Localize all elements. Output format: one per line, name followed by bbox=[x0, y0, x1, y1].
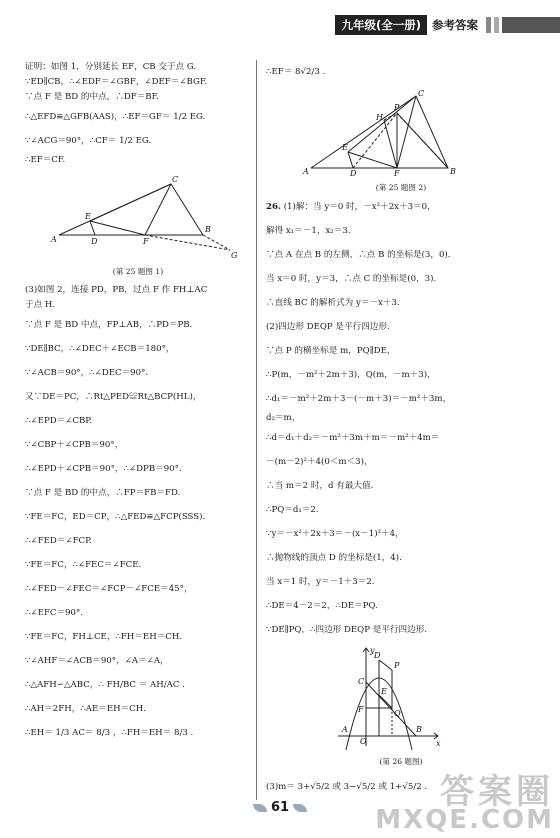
figure-caption: (第 25 题图 1) bbox=[112, 267, 164, 276]
text-line: ∴抛物线的顶点 D 的坐标是(1，4). bbox=[266, 553, 402, 563]
point-label: B bbox=[205, 225, 211, 234]
text-line: d₂＝m， bbox=[266, 413, 301, 423]
text-line: ∴EF＝CF. bbox=[25, 155, 66, 165]
figure-caption: (第 25 题图 2) bbox=[375, 183, 427, 192]
text-line: 又∵DE＝PC，∴Rt△PED≌Rt△BCP(HL)， bbox=[25, 392, 202, 402]
point-label: F bbox=[394, 169, 400, 176]
text-line: ∵∠ACG＝90°，∴CF＝ 1/2 EG. bbox=[25, 136, 152, 146]
point-label: B bbox=[450, 167, 456, 176]
figure-26 bbox=[266, 646, 536, 750]
text-line: ∵点 P 的横坐标是 m，PQ∥DE， bbox=[266, 346, 396, 356]
page-number-text: 61 bbox=[270, 800, 290, 815]
point-label: C bbox=[418, 89, 425, 98]
point-label: y bbox=[370, 646, 375, 655]
point-label: A bbox=[342, 725, 348, 734]
header-decoration bbox=[486, 17, 560, 33]
figure-caption: (第 26 题图) bbox=[379, 757, 423, 766]
column-divider bbox=[256, 60, 257, 800]
text-line: ∵DE∥BC，∴∠DEC＋∠ECB＝180°， bbox=[25, 344, 175, 354]
watermark-text: 答案圈 bbox=[440, 772, 554, 812]
text-line: ∴d＝d₁＋d₂＝－m²＋3m＋m＝－m²＋4m＝ bbox=[266, 433, 440, 443]
point-label: P bbox=[394, 103, 400, 112]
text-line: 当 x＝0 时，y＝3，∴点 C 的坐标是(0，3). bbox=[266, 274, 437, 284]
right-column bbox=[266, 60, 536, 799]
text-line: (3)如图 2，连接 PD，PB，过点 F 作 FH⊥AC bbox=[25, 285, 208, 295]
text-line: －(m－2)²＋4(0＜m＜3)， bbox=[266, 457, 373, 467]
text-line: (2)四边形 DEQP 是平行四边形. bbox=[266, 322, 390, 332]
question-number: 26. bbox=[266, 202, 281, 212]
text-line: ∴PQ＝d₁＝2. bbox=[266, 505, 319, 515]
text-line: ∴∠FED＝∠FCP. bbox=[25, 536, 92, 546]
point-label: E bbox=[85, 212, 91, 221]
text-line: ∵ED∥CB，∴∠EDF＝∠GBF，∠DEF＝∠BGF. bbox=[25, 77, 208, 87]
proof-lines-2 bbox=[25, 283, 251, 745]
point-label: D bbox=[374, 651, 381, 660]
point-label: C bbox=[358, 677, 365, 686]
left-column bbox=[25, 60, 251, 745]
text-line: ∴△AFH∽△ABC，∴ FH/BC ＝ AH/AC . bbox=[25, 680, 185, 690]
text-line: ∵点 A 在点 B 的左侧，∴点 B 的坐标是(3，0). bbox=[266, 250, 451, 260]
text-line: ∵∠CBP＋∠CPB＝90°， bbox=[25, 440, 124, 450]
figure-25-1 bbox=[25, 172, 251, 260]
watermark bbox=[375, 772, 554, 835]
point-label: Q bbox=[394, 709, 401, 718]
text-line: 证明：如图 1，分别延长 EF，CB 交于点 G. bbox=[25, 62, 197, 72]
text-line: 于点 H. bbox=[25, 300, 56, 310]
text-line: ∴∠FED－∠FEC＝∠FCP－∠FCE＝45°， bbox=[25, 584, 193, 594]
text-line: ∴直线 BC 的解析式为 y＝－x＋3. bbox=[266, 298, 400, 308]
text-line: ∵DE∥PQ，∴四边形 DEQP 是平行四边形. bbox=[266, 625, 428, 635]
text-line: ∴d₁＝－m²＋2m＋3－(－m＋3)＝－m²＋3m， bbox=[266, 394, 452, 404]
text-line: ∴EF＝ 8√2/3 . bbox=[266, 67, 326, 77]
grade-label: 九年级(全一册) bbox=[335, 15, 427, 35]
point-label: D bbox=[91, 237, 98, 246]
text-line: ∵点 F 是 BD 中点，FP⊥AB，∴PD＝PB. bbox=[25, 320, 193, 330]
text-line: ∵FE＝FC，FH⊥CE，∴FH＝EH＝CH. bbox=[25, 632, 183, 642]
text-line: ∵FE＝FC，∴∠FEC＝∠FCE. bbox=[25, 560, 142, 570]
text-line: ∴AH＝2FH，∴AE＝EH＝CH. bbox=[25, 704, 146, 714]
point-label: A bbox=[303, 167, 309, 176]
point-label: F bbox=[143, 237, 149, 246]
text-line: ∴△EFD≌△GFB(AAS)，∴EF＝GF＝ 1/2 EG. bbox=[25, 112, 206, 122]
text-line: ∴∠EPD＋∠CPB＝90°，∴∠DPB＝90°. bbox=[25, 464, 182, 474]
point-label: E bbox=[381, 687, 387, 696]
text-line: ∴DE＝4－2＝2，∴DE＝PQ. bbox=[266, 601, 378, 611]
text-line: (1)解：当 y＝0 时，－x²＋2x＋3＝0， bbox=[283, 202, 436, 212]
text-line: 当 x＝1 时，y＝－1＋3＝2. bbox=[266, 577, 375, 587]
geometry-diagram-1 bbox=[25, 172, 251, 260]
point-label: x bbox=[436, 739, 441, 748]
point-label: D bbox=[350, 169, 357, 176]
text-line: ∴当 m＝2 时，d 有最大值. bbox=[266, 481, 374, 491]
leaf-icon bbox=[293, 804, 307, 812]
text-line: ∴∠EPD＝∠CBP. bbox=[25, 416, 93, 426]
parabola-graph bbox=[266, 646, 536, 750]
text-line: ∵y＝－x²＋2x＋3＝－(x－1)²＋4， bbox=[266, 529, 404, 539]
point-label: A bbox=[51, 235, 57, 244]
watermark-url: MXQE.COM bbox=[375, 805, 554, 835]
text-line: ∵点 F 是 BD 的中点，∴DF＝BF. bbox=[25, 92, 159, 102]
point-label: F bbox=[358, 705, 364, 714]
text-line: ∴P(m，－m²＋2m＋3)，Q(m，－m＋3)， bbox=[266, 370, 436, 380]
geometry-diagram-2 bbox=[266, 88, 536, 176]
text-line: ∴∠EFC＝90°. bbox=[25, 608, 84, 618]
text-line: (3)m＝ 3+√5/2 或 3−√5/2 或 1+√5/2 . bbox=[266, 782, 428, 792]
answer-label: 参考答案 bbox=[432, 18, 478, 32]
point-label: E bbox=[342, 143, 348, 152]
point-label: H bbox=[376, 113, 383, 122]
point-label: G bbox=[231, 251, 238, 260]
leaf-icon bbox=[253, 804, 267, 812]
text-line: ∵FE＝FC，ED＝CP，∴△FED≌△FCP(SSS). bbox=[25, 512, 206, 522]
text-line: ∴EH＝ 1/3 AC＝ 8/3 ，∴FH＝EH＝ 8/3 . bbox=[25, 728, 194, 738]
figure-25-2 bbox=[266, 88, 536, 176]
text-line: ∵∠AHF＝∠ACB＝90°，∠A＝∠A， bbox=[25, 656, 169, 666]
page-header bbox=[335, 14, 560, 36]
point-label: C bbox=[172, 175, 179, 184]
text-line: ∵∠ACB＝90°，∴∠DEC＝90°. bbox=[25, 368, 149, 378]
point-label: B bbox=[416, 725, 422, 734]
text-line bbox=[266, 195, 536, 219]
proof-lines-1 bbox=[25, 60, 251, 168]
point-label: P bbox=[394, 661, 400, 670]
text-line: ∵点 F 是 BD 的中点，∴FP＝FB＝FD. bbox=[25, 488, 181, 498]
point-label: O bbox=[360, 737, 367, 746]
text-line: 解得 x₁＝－1，x₂＝3. bbox=[266, 226, 351, 236]
